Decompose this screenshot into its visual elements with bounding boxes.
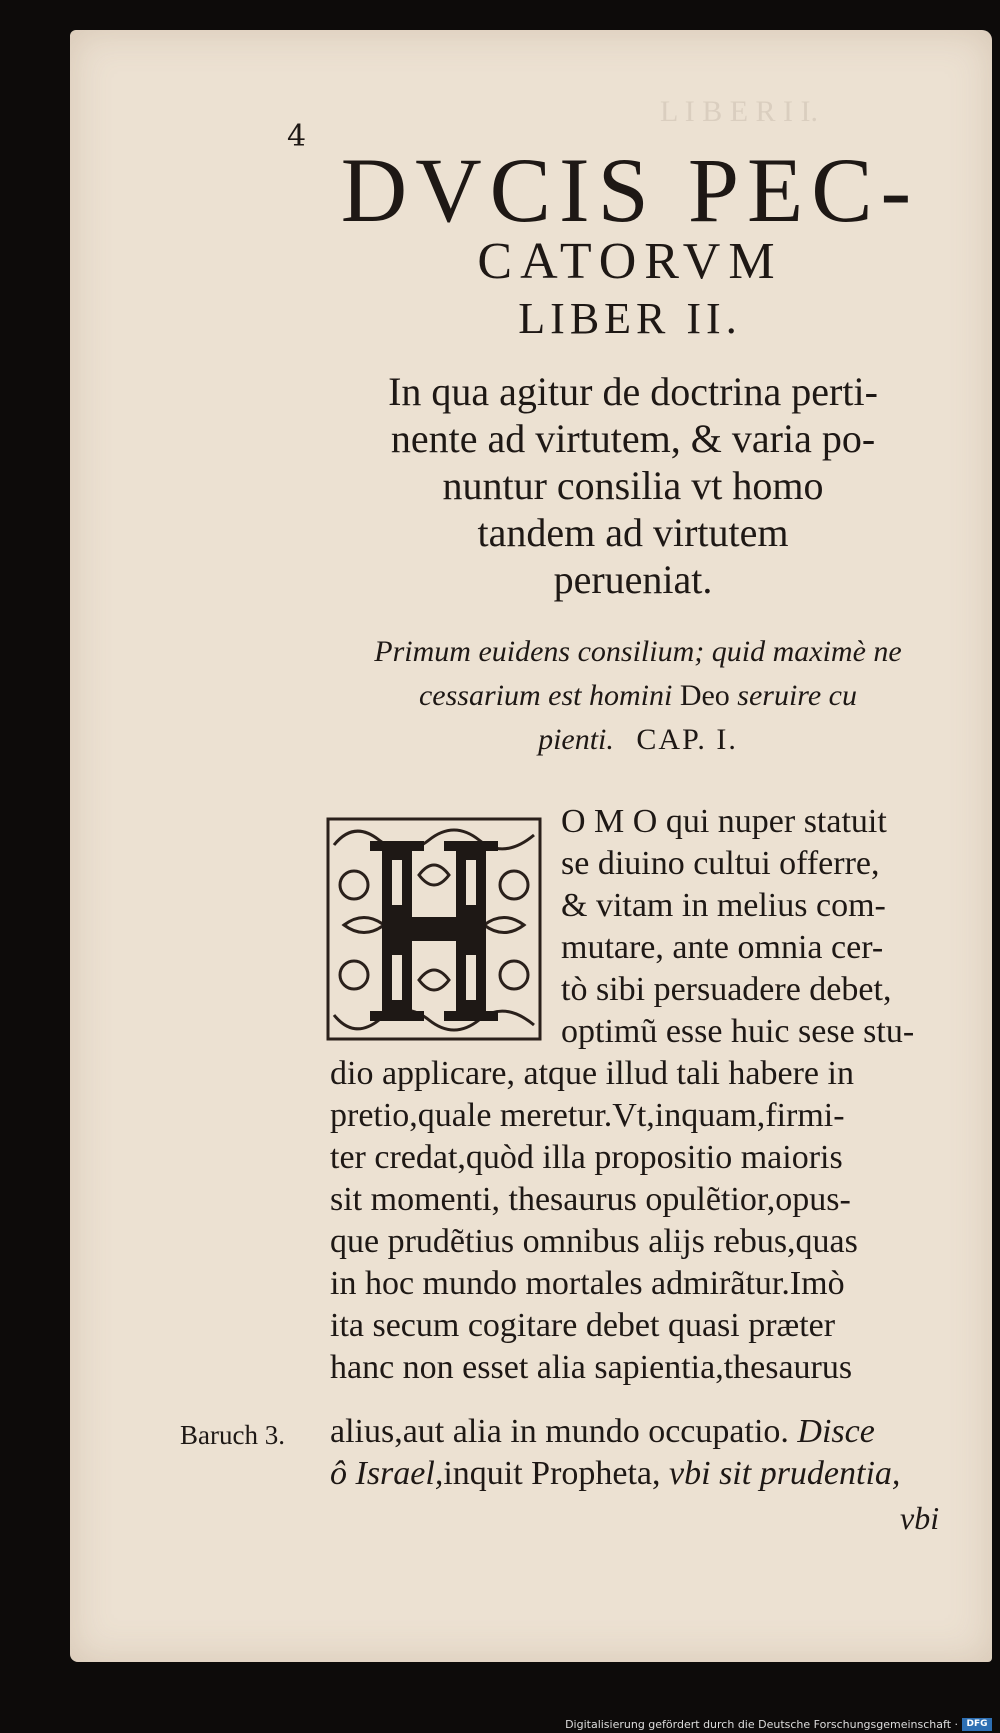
body-line: que prudẽtius omnibus alijs rebus,quas xyxy=(330,1223,858,1260)
caption-line-1 xyxy=(318,630,958,674)
body-text: alius,aut alia in mundo occupatio. xyxy=(330,1413,789,1450)
body-line: tò sibi persuadere debet, xyxy=(561,971,892,1008)
summary-line: perueniat. xyxy=(553,557,713,602)
ornamental-initial-h xyxy=(324,815,544,1043)
body-line: & vitam in melius com- xyxy=(561,887,886,924)
body-line: se diuino cultui offerre, xyxy=(561,845,880,882)
title-line-2: CATORVM xyxy=(477,233,783,290)
footer-credit: Digitalisierung gefördert durch die Deutsche Forschungsgemeinschaft · xyxy=(565,1718,958,1731)
chapter-label: CAP. I. xyxy=(636,723,738,756)
body-text-italic: vbi sit prudentia, xyxy=(669,1455,901,1492)
summary-line: tandem ad virtutem xyxy=(477,510,789,555)
body-line: O M O qui nuper statuit xyxy=(561,803,887,840)
margin-note: Baruch 3. xyxy=(180,1420,285,1450)
body-line: sit momenti, thesaurus opulẽtior,opus- xyxy=(330,1181,851,1218)
body-text: inquit Propheta, xyxy=(443,1455,661,1492)
body-line: dio applicare, atque illud tali habere in xyxy=(330,1055,854,1092)
chapter-caption xyxy=(318,630,958,762)
book-summary xyxy=(318,368,948,603)
body-line: in hoc mundo mortales admirãtur.Imò xyxy=(330,1265,845,1302)
body-line: mutare, ante omnia cer- xyxy=(561,929,884,966)
caption-line-2 xyxy=(318,674,958,718)
page-number: 4 xyxy=(287,119,307,154)
summary-line: nente ad virtutem, & varia po- xyxy=(390,416,876,461)
caption-text: seruire cu xyxy=(737,679,857,712)
body-text-italic: ô Israel, xyxy=(330,1455,444,1492)
caption-text: pienti. xyxy=(538,723,614,756)
dfg-logo: DFG xyxy=(962,1718,992,1731)
body-text-italic: Disce xyxy=(797,1413,875,1450)
catchword: vbi xyxy=(900,1500,940,1536)
body-line xyxy=(330,1412,875,1452)
body-line xyxy=(330,1454,900,1494)
body-line: optimũ esse huic sese stu- xyxy=(561,1013,915,1050)
title-line-3: LIBER II. xyxy=(518,294,742,343)
body-line: ita secum cogitare debet quasi præter xyxy=(330,1307,836,1344)
caption-line-3 xyxy=(318,718,958,762)
summary-line: nuntur consilia vt homo xyxy=(442,463,824,508)
caption-text: Deo xyxy=(679,679,730,712)
title-line-1: DVCIS PEC- xyxy=(340,139,920,241)
caption-text: cessarium est homini xyxy=(418,679,673,712)
caption-text: Primum euidens consilium; quid maximè ne xyxy=(374,635,902,668)
summary-line: In qua agitur de doctrina perti- xyxy=(388,369,878,414)
body-line: hanc non esset alia sapientia,thesaurus xyxy=(330,1349,853,1386)
body-line: ter credat,quòd illa propositio maioris xyxy=(330,1139,843,1176)
show-through: L I B E R I I. xyxy=(660,95,819,128)
body-line: pretio,quale meretur.Vt,inquam,firmi- xyxy=(330,1097,845,1134)
